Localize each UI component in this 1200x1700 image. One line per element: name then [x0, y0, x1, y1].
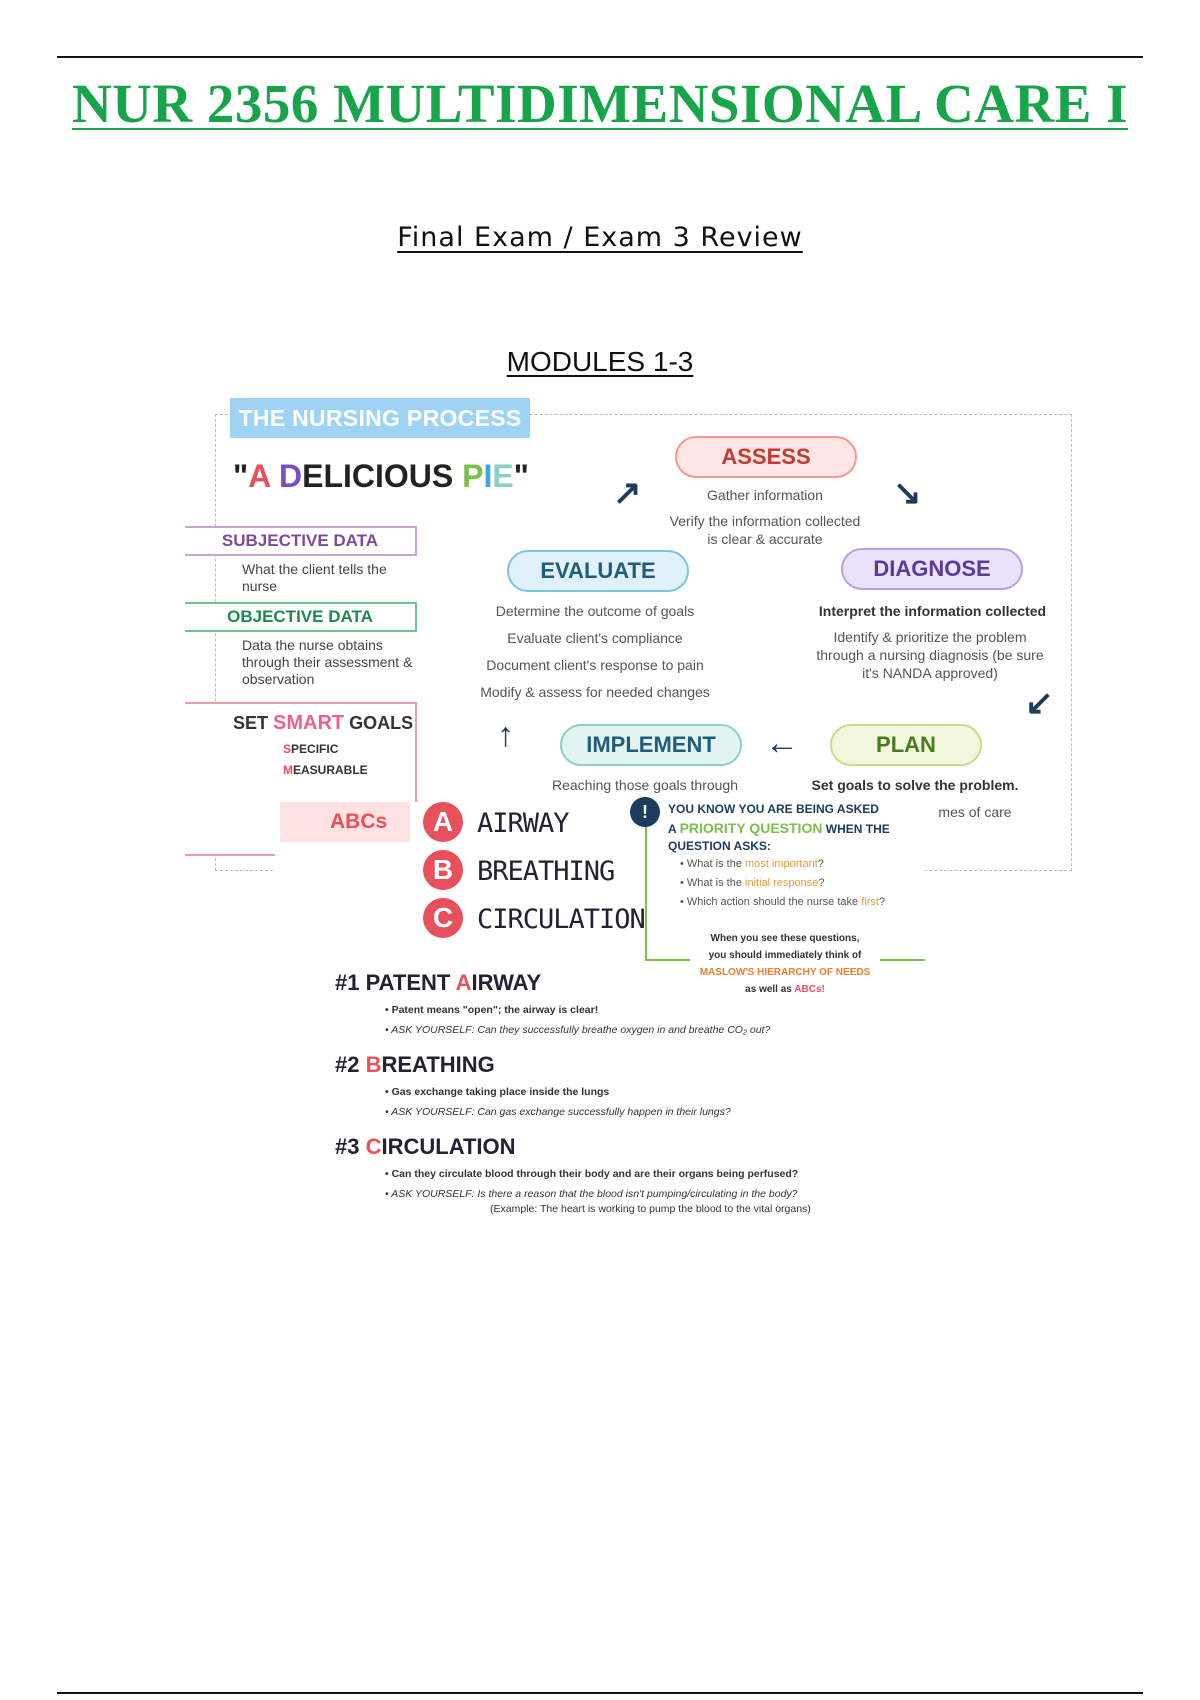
document-title: NUR 2356 MULTIDIMENSIONAL CARE I [71, 73, 1129, 134]
evaluate-line3: Document client's response to pain [486, 657, 704, 673]
objective-data-text: Data the nurse obtains through their assessment & observation [242, 637, 413, 687]
abc-letter-a: A [423, 802, 463, 842]
subjective-data-label: SUBJECTIVE DATA [185, 526, 417, 556]
smart-measurable: MEASURABLE [283, 763, 368, 777]
subjective-data-text: What the client tells the nurse [242, 561, 387, 594]
arrow-to-diagnose-icon: ↘ [893, 474, 922, 512]
arrow-to-plan-icon: ↙ [1025, 684, 1054, 722]
abc-word-circulation: CIRCULATION [477, 904, 645, 935]
implement-line1: Reaching those goals through [551, 777, 739, 793]
priority-line2: A PRIORITY QUESTION WHEN THE [668, 820, 890, 836]
detail-2-bullet-1: • Gas exchange taking place inside the lungs [385, 1086, 610, 1098]
step-plan: PLAN [830, 724, 982, 766]
priority-line1: YOU KNOW YOU ARE BEING ASKED [668, 802, 879, 816]
priority-question-frame [645, 810, 647, 960]
diagnose-line1: Interpret the information collected [818, 603, 1047, 619]
diagnose-line2: Identify & prioritize the problem through a nursing diagnosis (be sure it's NANDA approved) [816, 629, 1044, 681]
detail-2-heading: #2 BREATHING [335, 1052, 495, 1077]
detail-1-bullet-1: • Patent means "open"; the airway is clear! [385, 1004, 599, 1016]
assess-line1: Gather information [707, 487, 823, 503]
step-implement: IMPLEMENT [560, 724, 742, 766]
arrow-to-assess-icon: ↗ [613, 474, 642, 512]
section-heading: MODULES 1-3 [506, 346, 694, 377]
abc-letter-b: B [423, 850, 463, 890]
objective-data-label: OBJECTIVE DATA [185, 602, 417, 632]
step-evaluate: EVALUATE [507, 550, 689, 592]
nursing-process-infographic [185, 392, 1075, 1222]
detail-1-bullet-2: • ASK YOURSELF: Can they successfully breathe oxygen in and breathe CO₂ out? [385, 1024, 771, 1036]
abc-word-airway: AIRWAY [477, 808, 569, 839]
step-diagnose: DIAGNOSE [841, 548, 1023, 590]
detail-1-heading: #1 PATENT AIRWAY [335, 970, 542, 995]
arrow-to-implement-icon: ← [765, 724, 799, 762]
detail-3-bullet-3: (Example: The heart is working to pump the blood to the vital organs) [490, 1203, 811, 1215]
arrow-to-evaluate-icon: ↑ [497, 716, 514, 754]
bottom-rule [57, 1692, 1143, 1694]
detail-2-bullet-2: • ASK YOURSELF: Can gas exchange successfully happen in their lungs? [385, 1106, 731, 1118]
priority-question-rule-right [880, 959, 925, 961]
abc-word-breathing: BREATHING [477, 856, 615, 887]
evaluate-line2: Evaluate client's compliance [507, 630, 683, 646]
abc-letter-c: C [423, 898, 463, 938]
priority-q3: • Which action should the nurse take first? [680, 896, 886, 908]
priority-q1: • What is the most important? [680, 858, 824, 870]
priority-alert-icon: ! [630, 797, 660, 827]
priority-q2: • What is the initial response? [680, 877, 825, 889]
smart-specific: SPECIFIC [283, 742, 339, 756]
top-rule [57, 56, 1143, 58]
detail-3-bullet-1: • Can they circulate blood through their body and are their organs being perfused? [385, 1168, 799, 1180]
mnemonic-delicious-pie: "A DELICIOUS PIE" [233, 458, 529, 494]
priority-line3: QUESTION ASKS: [668, 839, 771, 853]
priority-question-rule [645, 959, 690, 961]
plan-line2: mes of care [938, 804, 1012, 820]
detail-3-bullet-2: • ASK YOURSELF: Is there a reason that the blood isn't pumping/circulating in the body? [385, 1188, 798, 1200]
evaluate-line1: Determine the outcome of goals [495, 603, 695, 619]
document-subtitle: Final Exam / Exam 3 Review [397, 222, 803, 253]
assess-line2: Verify the information collected is clear & accurate [669, 513, 861, 547]
plan-line1: Set goals to solve the problem. [811, 777, 1019, 793]
detail-3-heading: #3 CIRCULATION [335, 1134, 516, 1159]
nursing-process-tab: THE NURSING PROCESS [230, 398, 530, 438]
priority-note: When you see these questions, you should immediately think of MASLOW'S HIERARCHY OF NEEDS as well as ABCs! [699, 933, 871, 995]
evaluate-line4: Modify & assess for needed changes [480, 684, 710, 700]
smart-goals-heading: SET SMART GOALS [233, 712, 414, 734]
step-assess: ASSESS [675, 436, 857, 478]
abcs-label: ABCs [330, 810, 388, 833]
